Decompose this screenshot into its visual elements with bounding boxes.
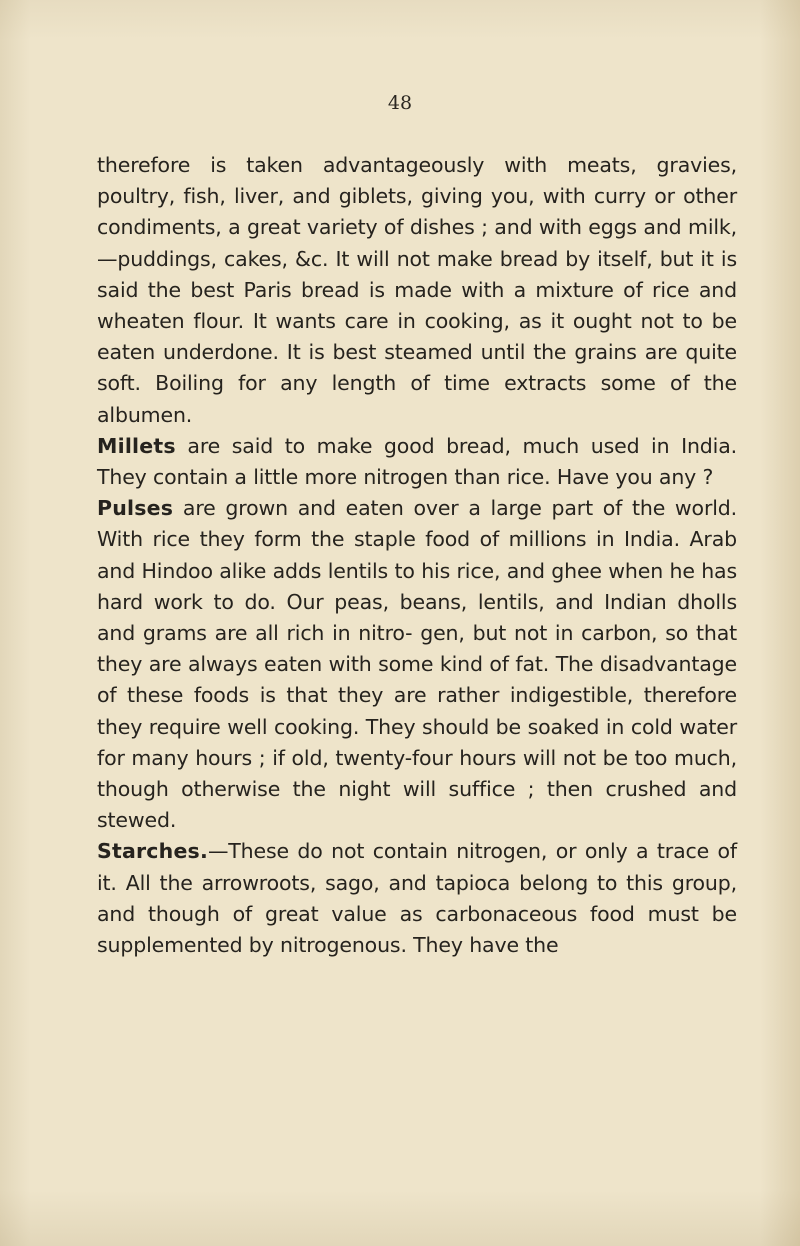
paragraph-starches bbox=[97, 836, 737, 961]
paragraph-text: therefore is taken advantageously with meats, gravies, poultry, fish, liver, and giblets, giving you, with curry or other condiments, a great variety of dishes ; and with eggs and milk,—puddings, cakes, &c. It will not make bread by itself, but it is said the best Paris bread is made with a mixture of rice and wheaten flour. It wants care in cooking, as it ought not to be eaten underdone. It is best steamed until the grains are quite soft. Boiling for any length of time extracts some of the albumen. bbox=[97, 153, 737, 427]
paragraph-pulses bbox=[97, 493, 737, 836]
paragraph-lead-pulses: Pulses bbox=[97, 496, 174, 521]
paragraph-text: —These do not contain nitrogen, or only a trace of it. All the arrowroots, sago, and tapioca belong to this group, and though of great value as carbonaceous food must be supplemented by nitrogenous. They have the bbox=[97, 839, 737, 958]
paragraph-millets bbox=[97, 431, 737, 493]
paragraph-text: are grown and eaten over a large part of the world. With rice they form the staple food of millions in India. Arab and Hindoo alike adds lentils to his rice, and ghee when he has hard work to do. Our peas, beans, lentils, and Indian dholls and grams are all rich in nitro- gen, but not in carbon, so that they are always eaten with some kind of fat. The disadvantage of these foods is that they are rather indigestible, therefore they require well cooking. They should be soaked in cold water for many hours ; if old, twenty-four hours will not be too much, though otherwise the night will suffice ; then crushed and stewed. bbox=[97, 496, 737, 833]
paragraph-lead-millets: Millets bbox=[97, 433, 176, 458]
page-number: 48 bbox=[387, 92, 413, 114]
paragraph-lead-starches: Starches. bbox=[97, 839, 208, 864]
paragraph-text: are said to make good bread, much used in India. They contain a little more nitrogen than rice. Have you any ? bbox=[97, 433, 737, 490]
body-text bbox=[97, 150, 737, 961]
paragraph-rice bbox=[97, 150, 737, 431]
